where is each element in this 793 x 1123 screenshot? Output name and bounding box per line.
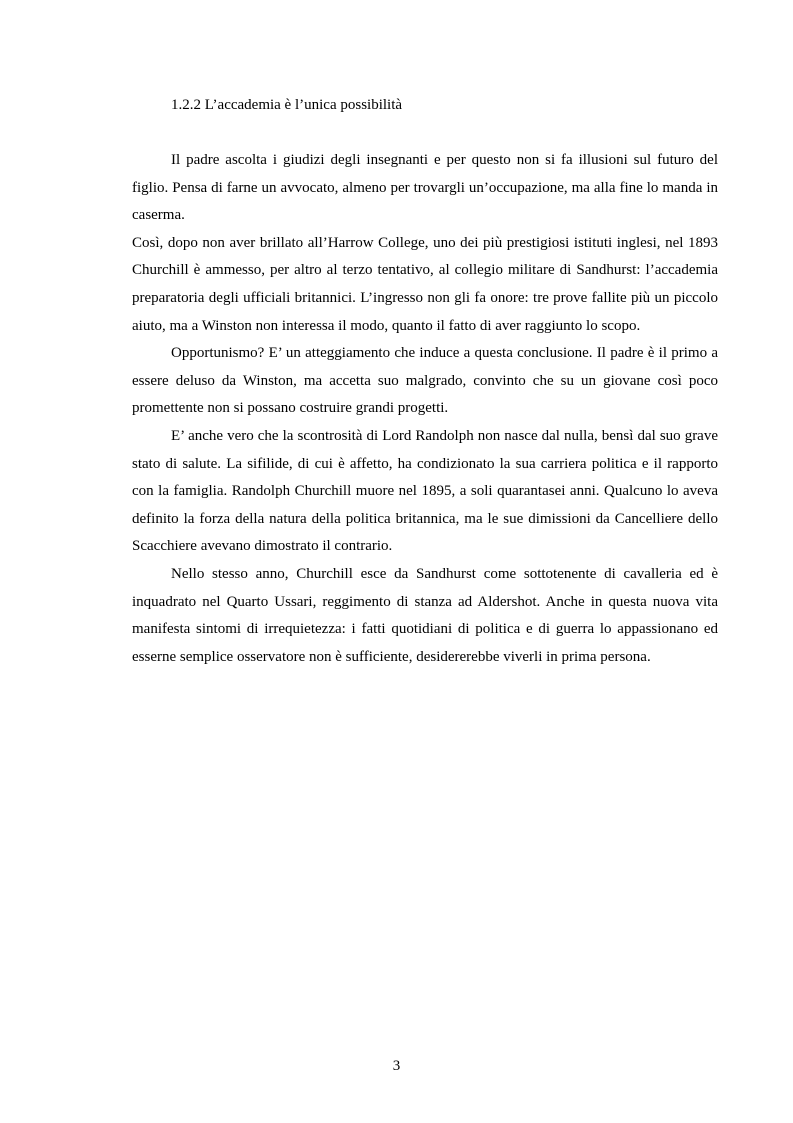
- paragraph: Nello stesso anno, Churchill esce da Sandhurst come sottotenente di cavalleria ed è inquadrato nel Quarto Ussari, reggimento di stanza ad Aldershot. Anche in questa nuova vita manifesta sintomi di irrequietezza: i fatti quotidiani di politica e di guerra lo appassionano ed esserne semplice osservatore non è sufficiente, desidererebbe viverli in prima persona.: [132, 565, 718, 665]
- paragraph: Opportunismo? E’ un atteggiamento che induce a questa conclusione. Il padre è il primo a essere deluso da Winston, ma accetta suo malgrado, convinto che su un giovane così poco promettente non si possano costruire grandi progetti.: [132, 345, 718, 417]
- paragraph: Il padre ascolta i giudizi degli insegnanti e per questo non si fa illusioni sul futuro del figlio. Pensa di farne un avvocato, almeno per trovargli un’occupazione, ma alla fine lo manda in caserma.: [132, 152, 718, 224]
- section-heading: 1.2.2 L’accademia è l’unica possibilità: [171, 97, 403, 113]
- body-text: [132, 147, 718, 671]
- paragraph: Così, dopo non aver brillato all’Harrow College, uno dei più prestigiosi istituti inglesi, nel 1893 Churchill è ammesso, per altro al terzo tentativo, al collegio militare di Sandhurst: l’accademia preparatoria degli ufficiali britannici. L’ingresso non gli fa onore: tre prove fallite più un piccolo aiuto, ma a Winston non interessa il modo, quanto il fatto di aver raggiunto lo scopo.: [132, 234, 718, 334]
- page-number: 3: [392, 1058, 401, 1074]
- paragraph: E’ anche vero che la scontrosità di Lord Randolph non nasce dal nulla, bensì dal suo grave stato di salute. La sifilide, di cui è affetto, ha condizionato la sua carriera politica e il rapporto con la famiglia. Randolph Churchill muore nel 1895, a soli quarantasei anni. Qualcuno lo aveva definito la forza della natura della politica britannica, ma le sue dimissioni da Cancelliere dello Scacchiere avevano dimostrato il contrario.: [132, 427, 718, 555]
